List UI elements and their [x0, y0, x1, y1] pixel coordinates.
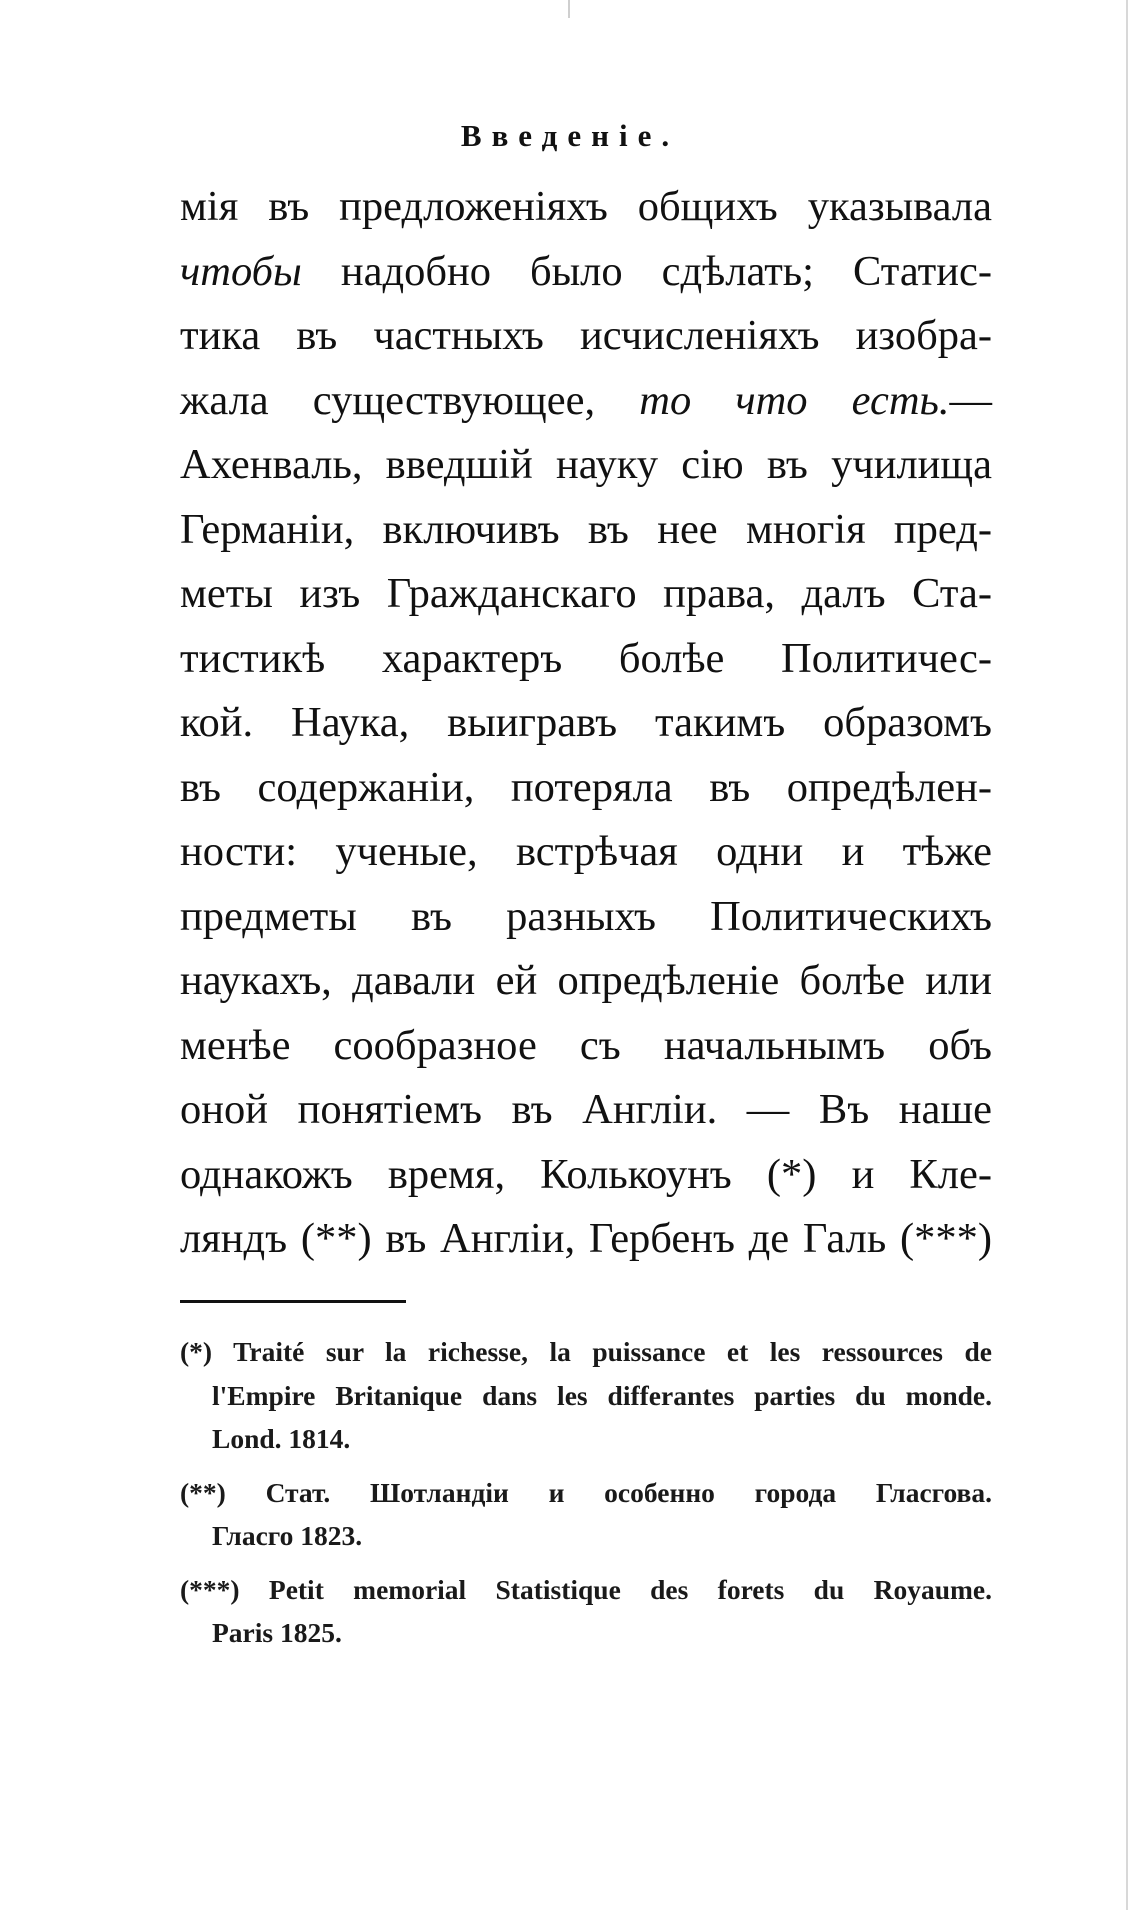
body-line: кой. Наука, выигравъ такимъ образомъ: [180, 699, 992, 746]
footnote-line: Paris 1825.: [212, 1617, 342, 1648]
body-line: менѣе сообразное съ начальнымъ объ: [180, 1021, 992, 1069]
body-line: оной понятіемъ въ Англіи. — Въ наше: [180, 1086, 992, 1133]
footnote-gap: [180, 1461, 992, 1471]
body-line: [180, 369, 992, 434]
body-line: [180, 240, 992, 305]
body-line: Германіи, включивъ въ нее многія пред-: [180, 505, 992, 553]
body-line: меты изъ Гражданскаго права, далъ Ста-: [180, 570, 992, 617]
footnote-gap: [180, 1558, 992, 1568]
page-edge-shadow: [1126, 0, 1128, 1910]
footnote-2: [180, 1471, 992, 1558]
italic-word: чтобы: [180, 247, 302, 295]
footnote-separator: [180, 1300, 406, 1303]
body-line: тистикѣ характеръ болѣе Политичес-: [180, 634, 992, 682]
footnotes: [180, 1330, 992, 1655]
body-text: [180, 175, 992, 1272]
body-line: въ содержаніи, потеряла въ опредѣлен-: [180, 763, 992, 811]
italic-phrase: то что есть.: [639, 376, 950, 424]
footnote-line: (***) Petit memorial Statistique des forets du Royaume.: [180, 1573, 992, 1605]
footnote-line: Гласго 1823.: [212, 1520, 363, 1551]
body-line: мія въ предложеніяхъ общихъ указывала: [180, 183, 992, 230]
footnote-line: Lond. 1814.: [212, 1423, 351, 1454]
running-header: Введеніе.: [460, 118, 680, 153]
body-line: Ахенваль, введшій науку сію въ училища: [180, 441, 992, 488]
body-line: предметы въ разныхъ Политическихъ: [180, 892, 992, 940]
body-line: однакожъ время, Колькоунъ (*) и Кле-: [180, 1150, 992, 1198]
body-line-end: —: [949, 376, 992, 424]
footnote-1: [180, 1330, 992, 1461]
footnote-line: (*) Traité sur la richesse, la puissance et les ressources de: [180, 1336, 992, 1367]
body-line: тика въ частныхъ исчисленіяхъ изобра-: [180, 312, 992, 359]
body-line: ности: ученые, встрѣчая одни и тѣже: [180, 828, 992, 875]
body-line: ляндъ (**) въ Англіи, Гербенъ де Галь (***): [180, 1215, 992, 1262]
footnote-3: [180, 1568, 992, 1655]
body-line-rest: надобно было сдѣлать; Статис-: [301, 247, 992, 295]
page-edge-mark: [568, 0, 570, 18]
footnote-line: l'Empire Britanique dans les differantes parties du monde.: [212, 1379, 992, 1411]
body-line-start: жала существующее,: [180, 376, 640, 424]
footnote-line: (**) Стат. Шотландіи и особенно города Гласгова.: [180, 1476, 992, 1508]
body-line: наукахъ, давали ей опредѣленіе болѣе или: [180, 957, 992, 1004]
